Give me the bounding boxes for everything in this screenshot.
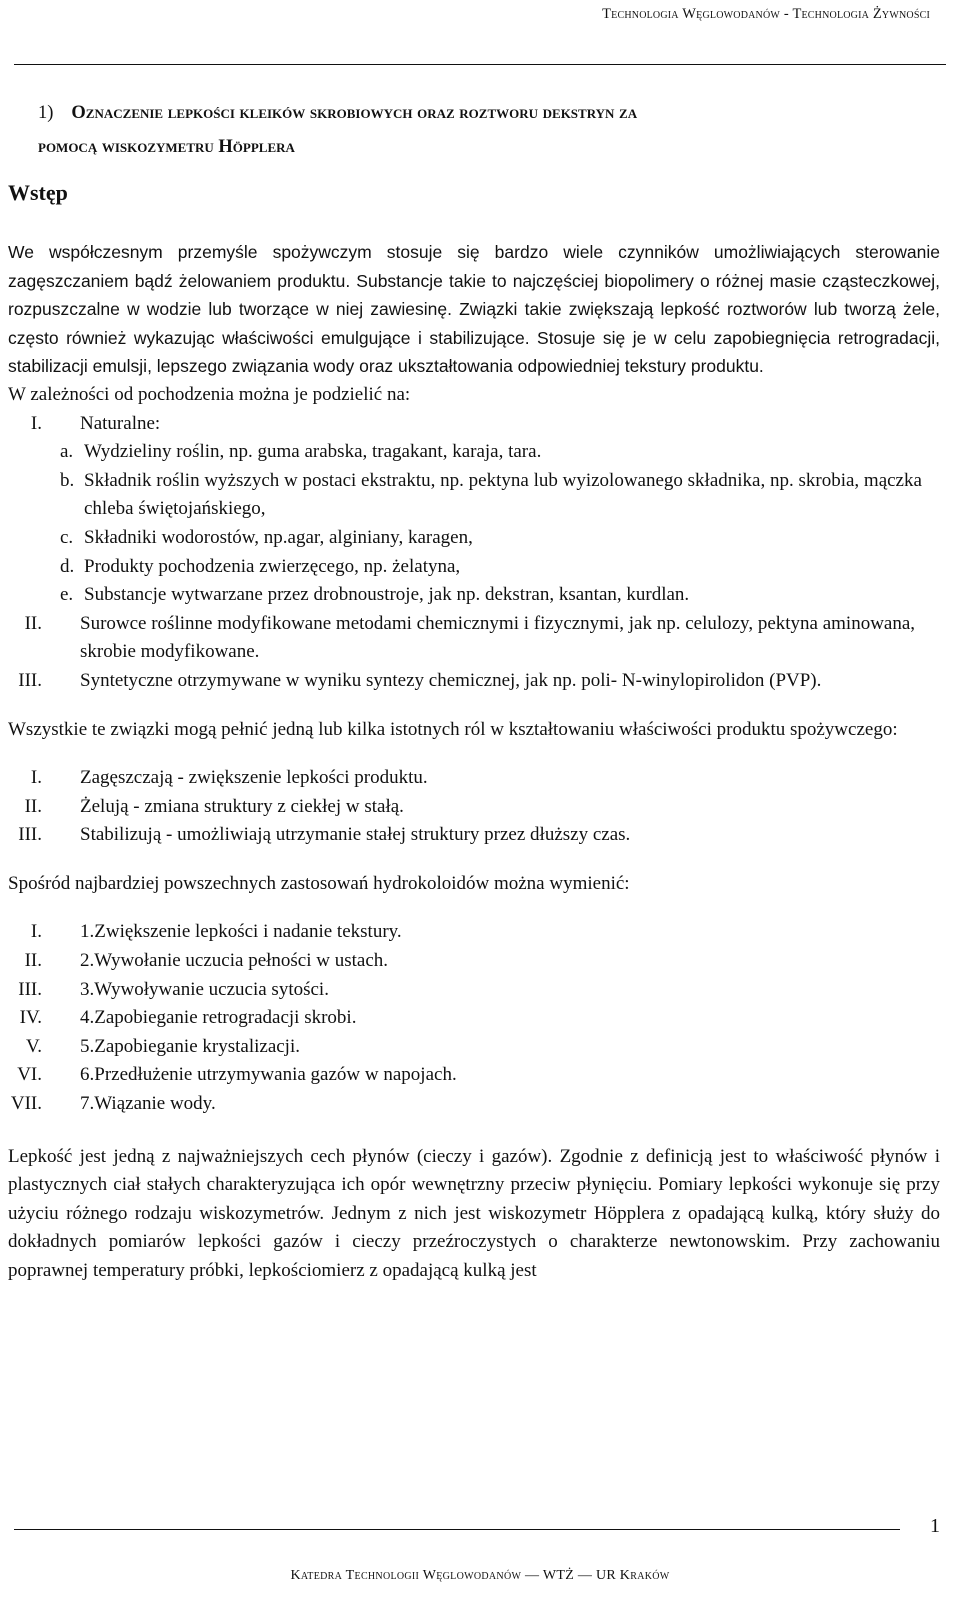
origin-item: [8, 610, 940, 667]
application-text: 7.Wiązanie wody.: [80, 1093, 216, 1115]
origin-item: [8, 667, 940, 696]
application-item: [8, 918, 940, 947]
origin-text: Naturalne:: [80, 412, 161, 434]
subitem-text: Składniki wodorostów, np.agar, alginiany, karagen,: [84, 526, 473, 548]
roles-list: [8, 764, 940, 850]
application-numeral: VI.: [17, 1064, 42, 1086]
subitem-letter: c.: [60, 526, 74, 548]
application-text: 2.Wywołanie uczucia pełności w ustach.: [80, 950, 389, 972]
viscosity-paragraph: Lepkość jest jedną z najważniejszych cech płynów (cieczy i gazów). Zgodnie z definicją jest to właściwość płynów i plastycznych ciał stałych charakteryzująca ich opór wewnętrzny przeciw płynięciu. Pomiary lepkości wykonuje się przy użyciu różnego rodzaju wiskozymetrów. Jednym z nich jest wiskozymetr Höpplera z opadającą kulką, który służy do dokładnych pomiarów lepkości gazów i cieczy przeźroczystych o charakterze newtonowskim. Przy zachowaniu poprawnej temperatury próbki, lepkościomierz z opadającą kulką jest: [8, 1145, 940, 1281]
natural-subitem: [8, 438, 940, 467]
running-header: Technologia Węglowodanów - Technologia Żywności: [602, 6, 930, 22]
natural-sublist: [8, 438, 940, 610]
role-text: Żelują - zmiana struktury z ciekłej w stałą.: [80, 795, 404, 817]
application-text: 6.Przedłużenie utrzymywania gazów w napojach.: [80, 1064, 457, 1086]
application-item: [8, 976, 940, 1005]
origin-lead-in: W zależności od pochodzenia można je podzielić na:: [8, 383, 411, 405]
role-numeral: III.: [18, 824, 42, 846]
natural-subitem: [8, 524, 940, 553]
role-item: [8, 821, 940, 850]
application-item: [8, 1004, 940, 1033]
running-footer: Katedra Technologii Węglowodanów — WTŻ — UR Kraków: [290, 1568, 670, 1583]
section-title: [38, 96, 938, 164]
origin-text: Syntetyczne otrzymywane w wyniku syntezy chemicznej, jak np. poli- N-winylopirolidon (PVP).: [80, 669, 822, 691]
application-numeral: I.: [30, 921, 42, 943]
origin-numeral: I.: [30, 412, 42, 434]
origin-numeral: II.: [24, 612, 42, 634]
subitem-letter: b.: [60, 469, 75, 491]
applications-intro: Spośród najbardziej powszechnych zastosowań hydrokoloidów można wymienić:: [8, 872, 630, 894]
application-numeral: II.: [24, 950, 42, 972]
intro-heading: Wstęp: [8, 180, 68, 205]
subitem-text: Substancje wytwarzane przez drobnoustroje, jak np. dekstran, ksantan, kurdlan.: [84, 584, 690, 606]
application-numeral: V.: [25, 1035, 42, 1057]
role-text: Zagęszczają - zwiększenie lepkości produktu.: [80, 767, 428, 789]
page-number: 1: [930, 1515, 940, 1537]
role-numeral: II.: [24, 795, 42, 817]
subitem-letter: a.: [60, 441, 74, 463]
roles-intro: Wszystkie te związki mogą pełnić jedną lub kilka istotnych ról w kształtowaniu właściwości produktu spożywczego:: [8, 718, 898, 740]
origin-item: [8, 410, 940, 439]
application-item: [8, 947, 940, 976]
applications-list: [8, 918, 940, 1118]
intro-paragraph: We współczesnym przemyśle spożywczym stosuje się bardzo wiele czynników umożliwiających sterowanie zagęszczaniem bądź żelowaniem produktu. Substancje takie to najczęściej biopolimery o różnej masie cząsteczkowej, rozpuszczalne w wodzie lub tworzące w niej zawiesinę. Związki takie zwiększają lepkość roztworów lub tworzą żele, często również wykazując właściwości emulgujące i stabilizujące. Stosuje się je w celu zapobiegnięcia retrogradacji, stabilizacji emulsji, lepszego związania wody oraz ukształtowania odpowiedniej tekstury produktu.: [8, 242, 940, 377]
application-numeral: III.: [18, 978, 42, 1000]
application-item: [8, 1033, 940, 1062]
application-numeral: IV.: [19, 1007, 42, 1029]
subitem-letter: e.: [60, 584, 74, 606]
application-text: 3.Wywoływanie uczucia sytości.: [80, 978, 329, 1000]
application-text: 4.Zapobieganie retrogradacji skrobi.: [80, 1007, 357, 1029]
role-numeral: I.: [30, 767, 42, 789]
subitem-text: Wydzieliny roślin, np. guma arabska, tragakant, karaja, tara.: [84, 441, 542, 463]
natural-subitem: [8, 581, 940, 610]
origin-text: Surowce roślinne modyfikowane metodami chemicznymi i fizycznymi, jak np. celulozy, pektyna aminowana, skrobie modyfikowane.: [80, 612, 916, 663]
application-text: 5.Zapobieganie krystalizacji.: [80, 1035, 300, 1057]
document-body: [8, 238, 940, 1286]
role-item: [8, 764, 940, 793]
subitem-text: Produkty pochodzenia zwierzęcego, np. żelatyna,: [84, 555, 461, 577]
origin-list: [8, 410, 940, 439]
origin-list-continued: [8, 610, 940, 696]
section-number: 1): [38, 103, 54, 123]
subitem-text: Składnik roślin wyższych w postaci ekstraktu, np. pektyna lub wyizolowanego składnika, np. skrobia, mączka chleba świętojańskiego,: [84, 469, 922, 520]
role-item: [8, 793, 940, 822]
application-item: [8, 1090, 940, 1119]
application-numeral: VII.: [10, 1093, 42, 1115]
application-item: [8, 1061, 940, 1090]
section-title-line1: Oznaczenie lepkości kleików skrobiowych oraz roztworu dekstryn za: [71, 103, 638, 123]
origin-numeral: III.: [18, 669, 42, 691]
application-text: 1.Zwiększenie lepkości i nadanie tekstury.: [80, 921, 402, 943]
role-text: Stabilizują - umożliwiają utrzymanie stałej struktury przez dłuższy czas.: [80, 824, 631, 846]
natural-subitem: [8, 467, 940, 524]
natural-subitem: [8, 553, 940, 582]
section-title-line2: pomocą wiskozymetru Höpplera: [38, 137, 295, 157]
header-rule: [14, 64, 946, 65]
footer-rule: [14, 1529, 900, 1530]
subitem-letter: d.: [60, 555, 75, 577]
